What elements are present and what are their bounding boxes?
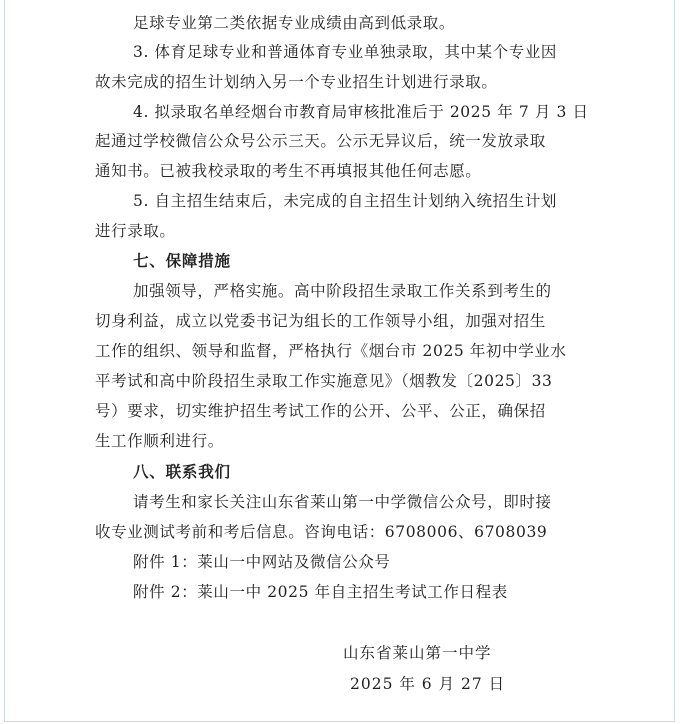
- text-line: 切身利益，成立以党委书记为组长的工作领导小组，加强对招生: [95, 312, 546, 330]
- section-heading: 八、联系我们: [133, 463, 231, 481]
- signature-date: 2025 年 6 月 27 日: [350, 675, 506, 693]
- attachment-line: 附件 2：莱山一中 2025 年自主招生考试工作日程表: [133, 583, 508, 601]
- signature-org: 山东省莱山第一中学: [343, 644, 492, 662]
- text-line: 进行录取。: [95, 222, 176, 240]
- text-line: 平考试和高中阶段招生录取工作实施意见》（烟教发〔2025〕33: [95, 372, 553, 390]
- text-line: 生工作顺利进行。: [95, 432, 224, 450]
- attachment-line: 附件 1：莱山一中网站及微信公众号: [133, 553, 391, 571]
- text-line: 5. 自主招生结束后，未完成的自主招生计划纳入统招生计划: [133, 192, 558, 210]
- text-line: 号）要求，切实维护招生考试工作的公开、公平、公正，确保招: [95, 402, 546, 420]
- text-line: 加强领导，严格实施。高中阶段招生录取工作关系到考生的: [133, 282, 552, 300]
- text-line: 通知书。已被我校录取的考生不再填报其他任何志愿。: [95, 162, 482, 180]
- text-line: 足球专业第二类依据专业成绩由高到低录取。: [133, 14, 456, 32]
- text-line: 工作的组织、领导和监督，严格执行《烟台市 2025 年初中学业水: [95, 342, 567, 360]
- text-line: 故未完成的招生计划纳入另一个专业招生计划进行录取。: [95, 73, 498, 91]
- section-heading: 七、保障措施: [133, 252, 231, 270]
- text-line: 4. 拟录取名单经烟台市教育局审核批准后于 2025 年 7 月 3 日: [133, 103, 589, 121]
- text-line: 请考生和家长关注山东省莱山第一中学微信公众号，即时接: [133, 493, 552, 511]
- text-line: 3. 体育足球专业和普通体育专业单独录取，其中某个专业因: [133, 43, 558, 61]
- text-line: 起通过学校微信公众号公示三天。公示无异议后，统一发放录取: [95, 132, 546, 150]
- text-line: 收专业测试考前和考后信息。咨询电话：6708006、6708039: [95, 523, 548, 541]
